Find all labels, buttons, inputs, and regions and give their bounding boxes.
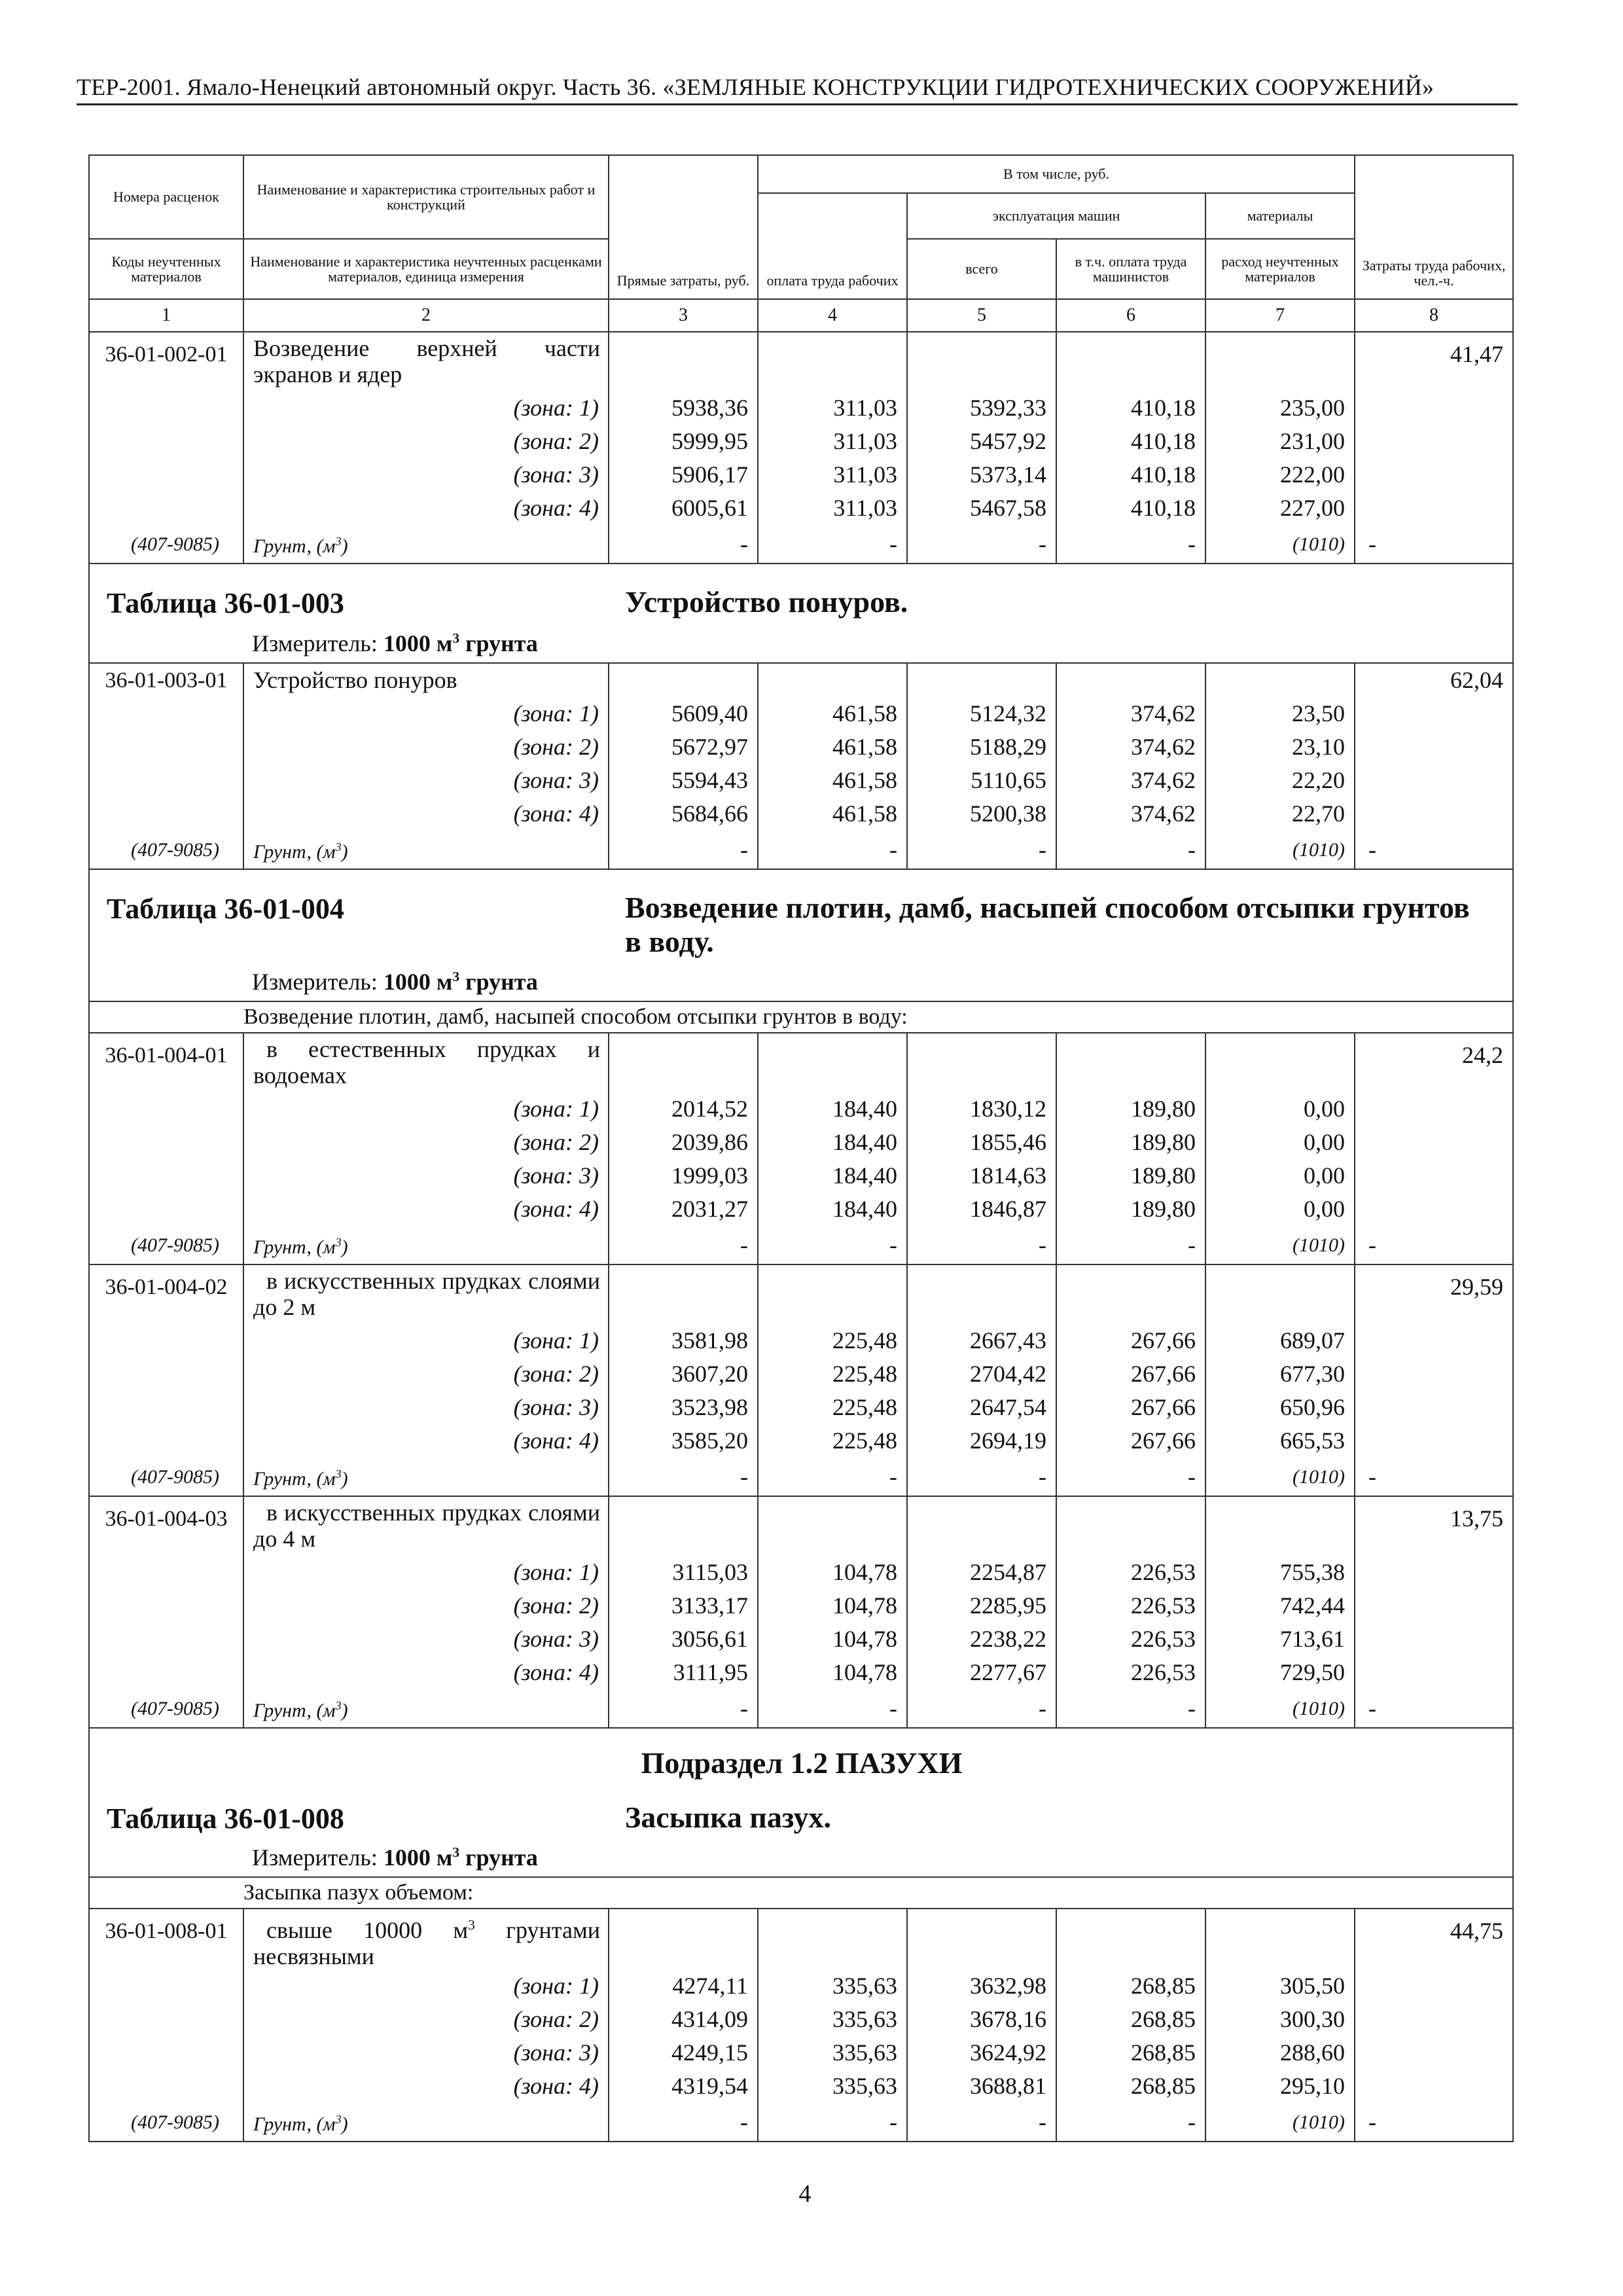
machines-total: 5373,14 (907, 458, 1056, 492)
zone-row (89, 2070, 1513, 2103)
direct-cost: 1999,03 (609, 1159, 758, 1193)
machinist-pay: 189,80 (1056, 1193, 1205, 1226)
machinist-pay: 226,53 (1056, 1656, 1205, 1689)
direct-cost: 3115,03 (609, 1556, 758, 1589)
zone-row (89, 1424, 1513, 1458)
worker-pay: 104,78 (758, 1623, 907, 1656)
zone-label: (зона: 2) (243, 1357, 609, 1391)
zone-row (89, 425, 1513, 458)
zone-label: (зона: 2) (243, 2003, 609, 2036)
col3-header: Прямые затраты, руб. (609, 155, 758, 299)
machines-total: 5392,33 (907, 391, 1056, 425)
worker-pay: 104,78 (758, 1656, 907, 1689)
machines-total: 5457,92 (907, 425, 1056, 458)
machines-total: 2704,42 (907, 1357, 1056, 1391)
direct-cost: 3111,95 (609, 1656, 758, 1689)
material-quantity: (1010) (1205, 1689, 1355, 1728)
rate-name: Устройство понуров (243, 663, 609, 697)
material-name: Грунт, $(м^3)$ (243, 1689, 609, 1728)
dash: - (1355, 525, 1513, 564)
machinist-pay: 410,18 (1056, 458, 1205, 492)
column-numbers-row (89, 299, 1513, 332)
zone-label: (зона: 1) (243, 697, 609, 730)
zone-row (89, 1092, 1513, 1126)
material-quantity: (1010) (1205, 525, 1355, 564)
material-name: Грунт, $(м^3)$ (243, 831, 609, 869)
machines-total: 2238,22 (907, 1623, 1056, 1656)
dash: - (1355, 2103, 1513, 2142)
material-code: (407-9085) (89, 2103, 243, 2142)
material-row (89, 2103, 1513, 2142)
zone-label: (зона: 3) (243, 2036, 609, 2070)
table-name: Засыпка пазух. (625, 1801, 831, 1834)
machines-total: 3688,81 (907, 2070, 1056, 2103)
dash: - (1355, 1458, 1513, 1496)
zone-label: (зона: 2) (243, 1589, 609, 1623)
zone-label: (зона: 3) (243, 1159, 609, 1193)
materials-cost: 665,53 (1205, 1424, 1355, 1458)
material-row (89, 1226, 1513, 1265)
direct-cost: 2014,52 (609, 1092, 758, 1126)
material-code: (407-9085) (89, 1226, 243, 1265)
materials-cost: 231,00 (1205, 425, 1355, 458)
table-title: Таблица 36-01-008 (107, 1803, 344, 1835)
worker-pay: 184,40 (758, 1159, 907, 1193)
machines-header: эксплуатация машин (907, 193, 1205, 239)
dash: - (907, 831, 1056, 869)
zone-row (89, 1193, 1513, 1226)
dash: - (609, 2103, 758, 2142)
worker-pay: 184,40 (758, 1126, 907, 1159)
rate-row (89, 1909, 1513, 1969)
machines-total: 2285,95 (907, 1589, 1056, 1623)
col1-top-header: Номера расценок (89, 155, 243, 239)
table-name: Устройство понуров. (625, 585, 908, 619)
dash: - (1355, 1226, 1513, 1265)
table-section-header (89, 564, 1513, 663)
machinist-pay: 410,18 (1056, 391, 1205, 425)
dash: - (1056, 2103, 1205, 2142)
direct-cost: 3523,98 (609, 1391, 758, 1424)
worker-pay: 184,40 (758, 1092, 907, 1126)
labor-cost: 24,2 (1355, 1033, 1513, 1092)
worker-pay: 225,48 (758, 1424, 907, 1458)
materials-cost: 0,00 (1205, 1193, 1355, 1226)
rate-name: в естественных прудках и водоемах (243, 1033, 609, 1092)
materials-cost: 742,44 (1205, 1589, 1355, 1623)
zone-label: (зона: 4) (243, 797, 609, 831)
rate-row (89, 1033, 1513, 1092)
material-name: Грунт, $(м^3)$ (243, 525, 609, 564)
dash: - (609, 1226, 758, 1265)
machines-total: 2254,87 (907, 1556, 1056, 1589)
material-row (89, 1458, 1513, 1496)
zone-row (89, 2036, 1513, 2070)
rate-row (89, 1496, 1513, 1556)
direct-cost: 5906,17 (609, 458, 758, 492)
page-header: ТЕР-2001. Ямало-Ненецкий автономный округ. Часть 36. «ЗЕМЛЯНЫЕ КОНСТРУКЦИИ ГИДРОТЕХНИЧЕСКИХ СООРУЖЕНИЙ» (77, 73, 1518, 105)
dash: - (1056, 1689, 1205, 1728)
zone-label: (зона: 1) (243, 1969, 609, 2003)
rate-name: Возведение верхней части экранов и ядер (243, 332, 609, 391)
zone-label: (зона: 4) (243, 1424, 609, 1458)
subsection-title: Подраздел 1.2 ПАЗУХИ (641, 1746, 963, 1780)
machines-total: 5188,29 (907, 730, 1056, 764)
worker-pay: 335,63 (758, 2070, 907, 2103)
page-number: 4 (798, 2180, 812, 2208)
zone-label: (зона: 4) (243, 2070, 609, 2103)
material-row (89, 525, 1513, 564)
materials-cost: 729,50 (1205, 1656, 1355, 1689)
zone-label: (зона: 3) (243, 764, 609, 797)
zone-row (89, 797, 1513, 831)
direct-cost: 5938,36 (609, 391, 758, 425)
worker-pay: 461,58 (758, 730, 907, 764)
dash: - (758, 525, 907, 564)
worker-pay: 335,63 (758, 2036, 907, 2070)
zone-row (89, 492, 1513, 525)
machinist-pay: 226,53 (1056, 1623, 1205, 1656)
machines-total: 2694,19 (907, 1424, 1056, 1458)
machines-total: 5110,65 (907, 764, 1056, 797)
machines-total: 5124,32 (907, 697, 1056, 730)
column-number: 4 (758, 299, 907, 332)
material-code: (407-9085) (89, 1689, 243, 1728)
dash: - (1355, 831, 1513, 869)
materials-cost: 650,96 (1205, 1391, 1355, 1424)
material-name: Грунт, $(м^3)$ (243, 1226, 609, 1265)
rate-row (89, 332, 1513, 391)
material-row (89, 831, 1513, 869)
group-header-row (89, 1001, 1513, 1033)
machinist-pay: 189,80 (1056, 1092, 1205, 1126)
machinist-pay: 267,66 (1056, 1424, 1205, 1458)
labor-cost: 41,47 (1355, 332, 1513, 391)
materials-cost: 222,00 (1205, 458, 1355, 492)
rate-row (89, 663, 1513, 697)
material-code: (407-9085) (89, 525, 243, 564)
material-quantity: (1010) (1205, 2103, 1355, 2142)
dash: - (907, 1226, 1056, 1265)
machinist-pay: 374,62 (1056, 797, 1205, 831)
machinist-pay: 267,66 (1056, 1324, 1205, 1357)
col1-bottom-header: Коды неучтенных материалов (89, 239, 243, 299)
labor-cost: 29,59 (1355, 1265, 1513, 1324)
dash: - (609, 525, 758, 564)
direct-cost: 5609,40 (609, 697, 758, 730)
zone-row (89, 764, 1513, 797)
zone-row (89, 1159, 1513, 1193)
rate-code: 36-01-004-03 (89, 1496, 243, 1556)
table-section-header (89, 1728, 1513, 1877)
machinist-pay: 189,80 (1056, 1126, 1205, 1159)
material-code: (407-9085) (89, 1458, 243, 1496)
machinist-pay: 374,62 (1056, 730, 1205, 764)
group-header-row (89, 1877, 1513, 1909)
direct-cost: 4314,09 (609, 2003, 758, 2036)
rate-code: 36-01-004-01 (89, 1033, 243, 1092)
zone-label: (зона: 3) (243, 1391, 609, 1424)
machinist-pay: 268,85 (1056, 2070, 1205, 2103)
zone-row (89, 1357, 1513, 1391)
col7-header: расход неучтенных материалов (1205, 239, 1355, 299)
zone-row (89, 1589, 1513, 1623)
rate-code: 36-01-002-01 (89, 332, 243, 391)
zone-label: (зона: 4) (243, 1656, 609, 1689)
machinist-pay: 374,62 (1056, 764, 1205, 797)
worker-pay: 225,48 (758, 1357, 907, 1391)
material-quantity: (1010) (1205, 831, 1355, 869)
col5-header: всего (907, 239, 1056, 299)
dash: - (1056, 831, 1205, 869)
dash: - (907, 1458, 1056, 1496)
worker-pay: 184,40 (758, 1193, 907, 1226)
machinist-pay: 410,18 (1056, 425, 1205, 458)
dash: - (907, 2103, 1056, 2142)
dash: - (758, 1226, 907, 1265)
materials-cost: 713,61 (1205, 1623, 1355, 1656)
rate-code: 36-01-003-01 (89, 663, 243, 697)
dash: - (1056, 525, 1205, 564)
direct-cost: 4274,11 (609, 1969, 758, 2003)
zone-label: (зона: 1) (243, 1324, 609, 1357)
materials-cost: 0,00 (1205, 1159, 1355, 1193)
machinist-pay: 410,18 (1056, 492, 1205, 525)
dash: - (1056, 1226, 1205, 1265)
materials-cost: 677,30 (1205, 1357, 1355, 1391)
direct-cost: 5999,95 (609, 425, 758, 458)
dash: - (758, 1689, 907, 1728)
price-table (88, 154, 1514, 2142)
machinist-pay: 267,66 (1056, 1357, 1205, 1391)
zone-row (89, 1623, 1513, 1656)
direct-cost: 2039,86 (609, 1126, 758, 1159)
materials-cost: 235,00 (1205, 391, 1355, 425)
direct-cost: 4319,54 (609, 2070, 758, 2103)
labor-cost: 62,04 (1355, 663, 1513, 697)
zone-row (89, 697, 1513, 730)
zone-row (89, 1656, 1513, 1689)
direct-cost: 5594,43 (609, 764, 758, 797)
machinist-pay: 267,66 (1056, 1391, 1205, 1424)
rate-name: в искусственных прудках слоями до 2 м (243, 1265, 609, 1324)
column-number: 3 (609, 299, 758, 332)
materials-cost: 22,20 (1205, 764, 1355, 797)
price-table-sheet (88, 154, 1512, 2142)
machinist-pay: 226,53 (1056, 1556, 1205, 1589)
worker-pay: 104,78 (758, 1589, 907, 1623)
direct-cost: 4249,15 (609, 2036, 758, 2070)
measure-unit: Измеритель: 1000 $м^3$ грунта (252, 1844, 538, 1871)
zone-label: (зона: 3) (243, 1623, 609, 1656)
direct-cost: 3585,20 (609, 1424, 758, 1458)
machinist-pay: 268,85 (1056, 2036, 1205, 2070)
zone-row (89, 1969, 1513, 2003)
material-code: (407-9085) (89, 831, 243, 869)
machinist-pay: 268,85 (1056, 2003, 1205, 2036)
worker-pay: 311,03 (758, 492, 907, 525)
machinist-pay: 226,53 (1056, 1589, 1205, 1623)
direct-cost: 6005,61 (609, 492, 758, 525)
col2-bottom-header: Наименование и характеристика неучтенных расценками материалов, единица измерения (243, 239, 609, 299)
materials-cost: 0,00 (1205, 1092, 1355, 1126)
machines-total: 3678,16 (907, 2003, 1056, 2036)
material-name: Грунт, $(м^3)$ (243, 2103, 609, 2142)
table-section-header (89, 869, 1513, 1001)
zone-label: (зона: 1) (243, 1092, 609, 1126)
column-number: 5 (907, 299, 1056, 332)
material-row (89, 1689, 1513, 1728)
direct-cost: 3133,17 (609, 1589, 758, 1623)
materials-cost: 305,50 (1205, 1969, 1355, 2003)
rate-name: в искусственных прудках слоями до 4 м (243, 1496, 609, 1556)
table-title: Таблица 36-01-003 (107, 587, 344, 619)
machines-total: 5467,58 (907, 492, 1056, 525)
materials-header: материалы (1205, 193, 1355, 239)
materials-cost: 288,60 (1205, 2036, 1355, 2070)
zone-label: (зона: 2) (243, 1126, 609, 1159)
measure-unit: Измеритель: 1000 $м^3$ грунта (252, 630, 538, 656)
zone-label: (зона: 2) (243, 425, 609, 458)
dash: - (907, 1689, 1056, 1728)
rate-name: свыше 10000 $м^3$ грунтами несвязными (243, 1909, 609, 1969)
table-name: Возведение плотин, дамб, насыпей способом отсыпки грунтов в воду. (625, 891, 1470, 958)
direct-cost: 3607,20 (609, 1357, 758, 1391)
worker-pay: 225,48 (758, 1391, 907, 1424)
worker-pay: 461,58 (758, 797, 907, 831)
dash: - (907, 525, 1056, 564)
zone-row (89, 2003, 1513, 2036)
machines-total: 1846,87 (907, 1193, 1056, 1226)
group-title: Возведение плотин, дамб, насыпей способом отсыпки грунтов в воду: (243, 1001, 1513, 1033)
worker-pay: 311,03 (758, 425, 907, 458)
col2-top-header: Наименование и характеристика строительных работ и конструкций (243, 155, 609, 239)
column-number: 6 (1056, 299, 1205, 332)
dash: - (609, 1458, 758, 1496)
worker-pay: 335,63 (758, 2003, 907, 2036)
zone-label: (зона: 4) (243, 1193, 609, 1226)
column-number: 7 (1205, 299, 1355, 332)
machines-total: 1855,46 (907, 1126, 1056, 1159)
column-number: 8 (1355, 299, 1513, 332)
materials-cost: 300,30 (1205, 2003, 1355, 2036)
worker-pay: 335,63 (758, 1969, 907, 2003)
zone-row (89, 458, 1513, 492)
materials-cost: 22,70 (1205, 797, 1355, 831)
worker-pay: 461,58 (758, 764, 907, 797)
zone-row (89, 1126, 1513, 1159)
zone-label: (зона: 1) (243, 391, 609, 425)
rate-row (89, 1265, 1513, 1324)
zone-row (89, 1324, 1513, 1357)
direct-cost: 5684,66 (609, 797, 758, 831)
labor-cost: 44,75 (1355, 1909, 1513, 1969)
worker-pay: 311,03 (758, 458, 907, 492)
table-title: Таблица 36-01-004 (107, 893, 344, 925)
materials-cost: 689,07 (1205, 1324, 1355, 1357)
rate-code: 36-01-004-02 (89, 1265, 243, 1324)
machines-total: 1830,12 (907, 1092, 1056, 1126)
dash: - (758, 831, 907, 869)
dash: - (758, 2103, 907, 2142)
direct-cost: 3581,98 (609, 1324, 758, 1357)
measure-unit: Измеритель: 1000 $м^3$ грунта (252, 969, 538, 995)
machinist-pay: 189,80 (1056, 1159, 1205, 1193)
group-title: Засыпка пазух объемом: (243, 1877, 1513, 1909)
incl-header: В том числе, руб. (758, 155, 1355, 193)
materials-cost: 295,10 (1205, 2070, 1355, 2103)
materials-cost: 23,10 (1205, 730, 1355, 764)
labor-cost: 13,75 (1355, 1496, 1513, 1556)
direct-cost: 2031,27 (609, 1193, 758, 1226)
worker-pay: 311,03 (758, 391, 907, 425)
zone-row (89, 1556, 1513, 1589)
dash: - (1056, 1458, 1205, 1496)
machines-total: 2647,54 (907, 1391, 1056, 1424)
material-quantity: (1010) (1205, 1226, 1355, 1265)
materials-cost: 755,38 (1205, 1556, 1355, 1589)
zone-row (89, 1391, 1513, 1424)
col8-header: Затраты труда рабочих, чел.-ч. (1355, 155, 1513, 299)
materials-cost: 0,00 (1205, 1126, 1355, 1159)
machines-total: 1814,63 (907, 1159, 1056, 1193)
zone-label: (зона: 2) (243, 730, 609, 764)
machinist-pay: 374,62 (1056, 697, 1205, 730)
direct-cost: 5672,97 (609, 730, 758, 764)
machines-total: 3624,92 (907, 2036, 1056, 2070)
zone-row (89, 391, 1513, 425)
rate-code: 36-01-008-01 (89, 1909, 243, 1969)
machines-total: 5200,38 (907, 797, 1056, 831)
zone-row (89, 730, 1513, 764)
worker-pay: 104,78 (758, 1556, 907, 1589)
column-number: 2 (243, 299, 609, 332)
worker-pay: 461,58 (758, 697, 907, 730)
dash: - (609, 1689, 758, 1728)
machinist-pay: 268,85 (1056, 1969, 1205, 2003)
direct-cost: 3056,61 (609, 1623, 758, 1656)
material-quantity: (1010) (1205, 1458, 1355, 1496)
zone-label: (зона: 4) (243, 492, 609, 525)
materials-cost: 227,00 (1205, 492, 1355, 525)
machines-total: 3632,98 (907, 1969, 1056, 2003)
material-name: Грунт, $(м^3)$ (243, 1458, 609, 1496)
machines-total: 2667,43 (907, 1324, 1056, 1357)
materials-cost: 23,50 (1205, 697, 1355, 730)
zone-label: (зона: 3) (243, 458, 609, 492)
dash: - (1355, 1689, 1513, 1728)
column-number: 1 (89, 299, 243, 332)
dash: - (609, 831, 758, 869)
col4-header: оплата труда рабочих (758, 193, 907, 299)
col6-header: в т.ч. оплата труда машинистов (1056, 239, 1205, 299)
dash: - (758, 1458, 907, 1496)
zone-label: (зона: 1) (243, 1556, 609, 1589)
worker-pay: 225,48 (758, 1324, 907, 1357)
machines-total: 2277,67 (907, 1656, 1056, 1689)
